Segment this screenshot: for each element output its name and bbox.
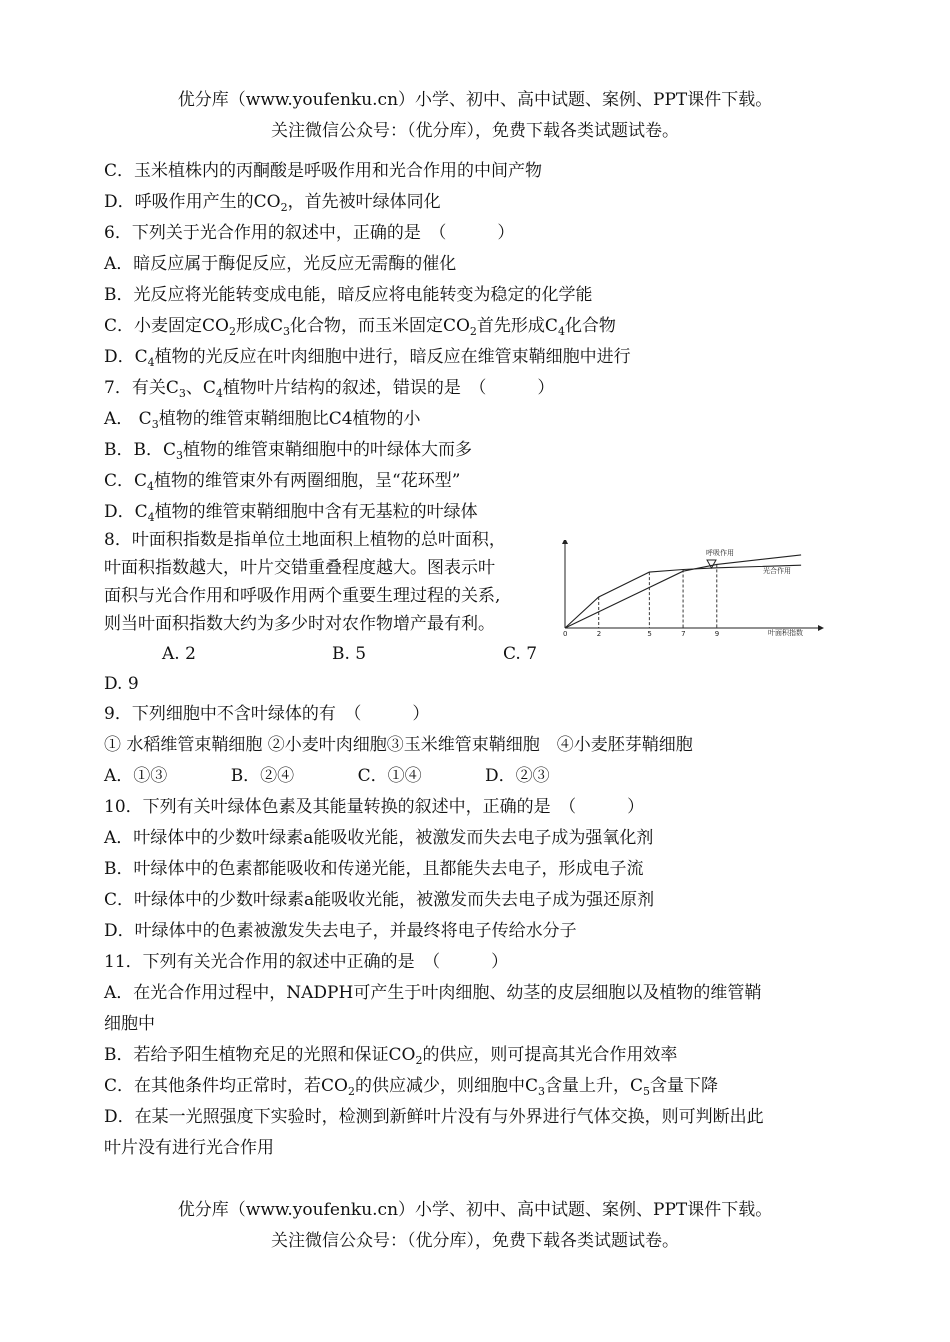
q11-option-d-line-2: 叶片没有进行光合作用 (104, 1138, 274, 1158)
x-axis-arrow-icon (818, 625, 824, 631)
q8-stem-line-4: 则当叶面积指数大约为多少时对农作物增产最有利。 (104, 614, 495, 634)
leaf-area-chart (556, 540, 826, 642)
q9-option-c: C．①④ (357, 766, 422, 786)
footer-line-1: 优分库（www.youfenku.cn）小学、初中、高中试题、案例、PPT课件下载。 (177, 1200, 773, 1220)
respiration-pointer-icon (707, 560, 716, 568)
q11-option-d-line-1: D．在某一光照强度下实验时，检测到新鲜叶片没有与外界进行气体交换，则可判断出此 (104, 1107, 764, 1127)
x-tick-label: 9 (714, 630, 720, 638)
q10-option-d: D．叶绿体中的色素被激发失去电子，并最终将电子传给水分子 (104, 921, 577, 941)
q7-option-b: B．B．$C_3$植物的维管束鞘细胞中的叶绿体大而多 (104, 440, 472, 462)
q8-option-b: B. 5 (332, 644, 367, 664)
x-tick-label: 7 (681, 630, 686, 638)
x-tick-label: 2 (596, 630, 602, 638)
q8-option-c: C. 7 (503, 644, 538, 664)
q9-stem: 9．下列细胞中不含叶绿体的有 （ ） (104, 704, 430, 724)
x-tick-label: 0 (563, 630, 568, 638)
q8-option-a: A. 2 (162, 644, 196, 664)
q10-stem: 10．下列有关叶绿体色素及其能量转换的叙述中，正确的是 （ ） (104, 797, 645, 817)
footer-line-2: 关注微信公众号：（优分库），免费下载各类试题试卷。 (271, 1231, 679, 1251)
q9-items: ① 水稻维管束鞘细胞 ②小麦叶肉细胞③玉米维管束鞘细胞 ④小麦胚芽鞘细胞 (104, 735, 693, 755)
q8-stem-line-2: 叶面积指数越大，叶片交错重叠程度越大。图表示叶 (104, 558, 495, 578)
legend-photosynthesis: 光合作用 (763, 567, 791, 575)
q9-options (104, 766, 550, 786)
q11-option-c: C．在其他条件均正常时，若$CO_2$的供应减少，则细胞中$C_3$含量上升，$C_5$含量下降 (104, 1076, 718, 1098)
q11-option-b: B．若给予阳生植物充足的光照和保证$CO_2$的供应，则可提高其光合作用效率 (104, 1045, 678, 1067)
x-tick-label: 5 (647, 630, 652, 638)
q5-option-d: D．呼吸作用产生的$CO_2$，首先被叶绿体同化 (104, 192, 441, 214)
q9-option-d: D．②③ (485, 766, 550, 786)
header-line-2: 关注微信公众号：（优分库），免费下载各类试题试卷。 (271, 121, 679, 141)
y-axis-arrow-icon (562, 540, 568, 544)
q7-option-c: C．$C_4$植物的维管束外有两圈细胞，呈“花环型” (104, 471, 461, 493)
q10-option-b: B．叶绿体中的色素都能吸收和传递光能，且都能失去电子，形成电子流 (104, 859, 644, 879)
q7-option-a: A． $C_3$植物的维管束鞘细胞比C4植物的小 (104, 409, 421, 431)
q11-stem: 11．下列有关光合作用的叙述中正确的是 （ ） (104, 952, 509, 972)
legend-respiration: 呼吸作用 (706, 549, 734, 557)
q5-option-c: C．玉米植株内的丙酮酸是呼吸作用和光合作用的中间产物 (104, 161, 543, 181)
q11-option-a-line-2: 细胞中 (104, 1014, 155, 1034)
q11-option-a-line-1: A．在光合作用过程中，NADPH可产生于叶肉细胞、幼茎的皮层细胞以及植物的维管鞘 (104, 983, 762, 1003)
q6-option-a: A．暗反应属于酶促反应，光反应无需酶的催化 (104, 254, 457, 274)
q8-option-d: D. 9 (104, 674, 139, 694)
q6-stem: 6．下列关于光合作用的叙述中，正确的是 （ ） (104, 223, 515, 243)
q9-option-a: A．①③ (104, 766, 168, 786)
q6-option-c: C．小麦固定$CO_2$形成$C_3$化合物，而玉米固定$CO_2$首先形成$C_4$化合物 (104, 316, 616, 338)
q10-option-a: A．叶绿体中的少数叶绿素a能吸收光能，被激发而失去电子成为强氧化剂 (104, 828, 654, 848)
q9-option-b: B．②④ (230, 766, 295, 786)
q6-option-b: B．光反应将光能转变成电能，暗反应将电能转变为稳定的化学能 (104, 285, 593, 305)
q7-option-d: D．$C_4$植物的维管束鞘细胞中含有无基粒的叶绿体 (104, 502, 478, 524)
q6-option-d: D．$C_4$植物的光反应在叶肉细胞中进行，暗反应在维管束鞘细胞中进行 (104, 347, 631, 369)
q8-stem-line-1: 8．叶面积指数是指单位土地面积上植物的总叶面积， (104, 530, 506, 550)
header-line-1: 优分库（www.youfenku.cn）小学、初中、高中试题、案例、PPT课件下载。 (177, 90, 773, 110)
q7-stem: 7．有关$C_3$、$C_4$植物叶片结构的叙述，错误的是 （ ） (104, 378, 555, 400)
q10-option-c: C．叶绿体中的少数叶绿素a能吸收光能，被激发而失去电子成为强还原剂 (104, 890, 655, 910)
x-axis-label: 叶面积指数 (768, 629, 803, 637)
q8-stem-line-3: 面积与光合作用和呼吸作用两个重要生理过程的关系, (104, 586, 501, 606)
